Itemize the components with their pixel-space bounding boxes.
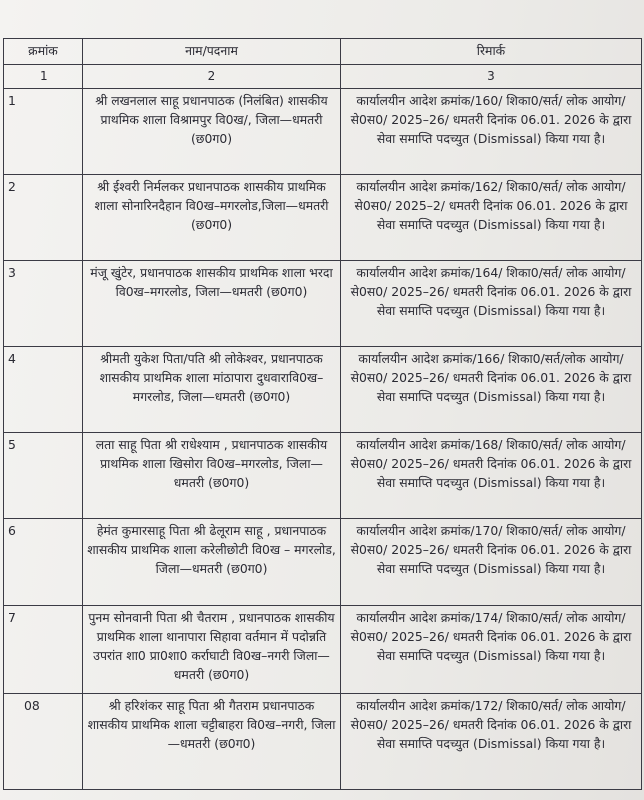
column-number-1: 1 [4, 65, 83, 89]
header-serial: क्रमांक [4, 39, 83, 65]
row-name: पुनम सोनवानी पिता श्री चैतराम , प्रधानपाठक शासकीय प्राथमिक शाला थानापारा सिहावा वर्तमान में पदोन्नति उपरांत शा0 प्रा0शा0 कर्राघाटी वि0ख–नगरी जिला—धमतरी (छ0ग0) [83, 606, 341, 694]
row-name: श्री हरिशंकर साहू पिता श्री गैतराम प्रधानपाठक शासकीय प्राथमिक शाला चट्टीबाहरा वि0ख–नगरी, जिला—धमतरी (छ0ग0) [83, 694, 341, 790]
row-name: मंजू खुंटेर, प्रधानपाठक शासकीय प्राथमिक शाला भरदा वि0ख–मगरलोड, जिला—धमतरी (छ0ग0) [83, 261, 341, 347]
table-row [4, 261, 642, 347]
row-serial: 4 [4, 347, 83, 433]
row-serial: 08 [4, 694, 83, 790]
row-name: हेमंत कुमारसाहू पिता श्री ढेलूराम साहू , प्रधानपाठक शासकीय प्राथमिक शाला करेलीछोटी वि0ख – मगरलोड, जिला—धमतरी (छ0ग0) [83, 519, 341, 606]
row-name: श्री लखनलाल साहू प्रधानपाठक (निलंबित) शासकीय प्राथमिक शाला विश्रामपुर वि0ख/, जिला—धमतरी (छ0ग0) [83, 89, 341, 175]
table-row [4, 519, 642, 606]
row-name: श्रीमती युकेश पिता/पति श्री लोकेश्वर, प्रधानपाठक शासकीय प्राथमिक शाला मांठापारा दुधवारावि0ख–मगरलोड, जिला—धमतरी (छ0ग0) [83, 347, 341, 433]
row-serial: 3 [4, 261, 83, 347]
row-remark: कार्यालयीन आदेश क्रमांक/170/ शिका0/सर्त/ लोक आयोग/ से0स0/ 2025–26/ धमतरी दिनांक 06.01. 2026 के द्वारा सेवा समाप्ति पदच्युत (Dismissal) किया गया है। [341, 519, 642, 606]
table-row [4, 433, 642, 519]
row-serial: 7 [4, 606, 83, 694]
table-row [4, 347, 642, 433]
column-number-3: 3 [341, 65, 642, 89]
dismissal-table [3, 38, 642, 790]
table-header-row [4, 39, 642, 65]
row-serial: 2 [4, 175, 83, 261]
row-remark: कार्यालयीन आदेश क्रमांक/172/ शिका0/सर्त/ लोक आयोग/ से0स0/ 2025–26/ धमतरी दिनांक 06.01. 2026 के द्वारा सेवा समाप्ति पदच्युत (Dismissal) किया गया है। [341, 694, 642, 790]
table-row [4, 606, 642, 694]
table-row [4, 89, 642, 175]
row-name: लता साहू पिता श्री राधेश्याम , प्रधानपाठक शासकीय प्राथमिक शाला खिसोरा वि0ख–मगरलोड, जिला—धमतरी (छ0ग0) [83, 433, 341, 519]
table-row [4, 694, 642, 790]
row-serial: 6 [4, 519, 83, 606]
row-remark: कार्यालयीन आदेश क्रमांक/162/ शिका0/सर्त/ लोक आयोग/ से0स0/ 2025–2/ धमतरी दिनांक 06.01. 2026 के द्वारा सेवा समाप्ति पदच्युत (Dismissal) किया गया है। [341, 175, 642, 261]
header-remark: रिमार्क [341, 39, 642, 65]
row-serial: 1 [4, 89, 83, 175]
row-remark: कार्यालयीन आदेश क्रमांक/168/ शिका0/सर्त/ लोक आयोग/ से0स0/ 2025–26/ धमतरी दिनांक 06.01. 2026 के द्वारा सेवा समाप्ति पदच्युत (Dismissal) किया गया है। [341, 433, 642, 519]
row-name: श्री ईश्वरी निर्मलकर प्रधानपाठक शासकीय प्राथमिक शाला सोनारिनदैहान वि0ख–मगरलोड,जिला—धमतरी (छ0ग0) [83, 175, 341, 261]
row-remark: कार्यालयीन आदेश क्रमांक/160/ शिका0/सर्त/ लोक आयोग/ से0स0/ 2025–26/ धमतरी दिनांक 06.01. 2026 के द्वारा सेवा समाप्ति पदच्युत (Dismissal) किया गया है। [341, 89, 642, 175]
row-remark: कार्यालयीन आदेश क्रमांक/164/ शिका0/सर्त/ लोक आयोग/ से0स0/ 2025–26/ धमतरी दिनांक 06.01. 2026 के द्वारा सेवा समाप्ति पदच्युत (Dismissal) किया गया है। [341, 261, 642, 347]
column-number-row [4, 65, 642, 89]
header-name-designation: नाम/पदनाम [83, 39, 341, 65]
row-serial: 5 [4, 433, 83, 519]
table-row [4, 175, 642, 261]
column-number-2: 2 [83, 65, 341, 89]
row-remark: कार्यालयीन आदेश क्रमांक/166/ शिका0/सर्त/लोक आयोग/ से0स0/ 2025–26/ धमतरी दिनांक 06.01. 2026 के द्वारा सेवा समाप्ति पदच्युत (Dismissal) किया गया है। [341, 347, 642, 433]
row-remark: कार्यालयीन आदेश क्रमांक/174/ शिका0/सर्त/ लोक आयोग/ से0स0/ 2025–26/ धमतरी दिनांक 06.01. 2026 के द्वारा सेवा समाप्ति पदच्युत (Dismissal) किया गया है। [341, 606, 642, 694]
